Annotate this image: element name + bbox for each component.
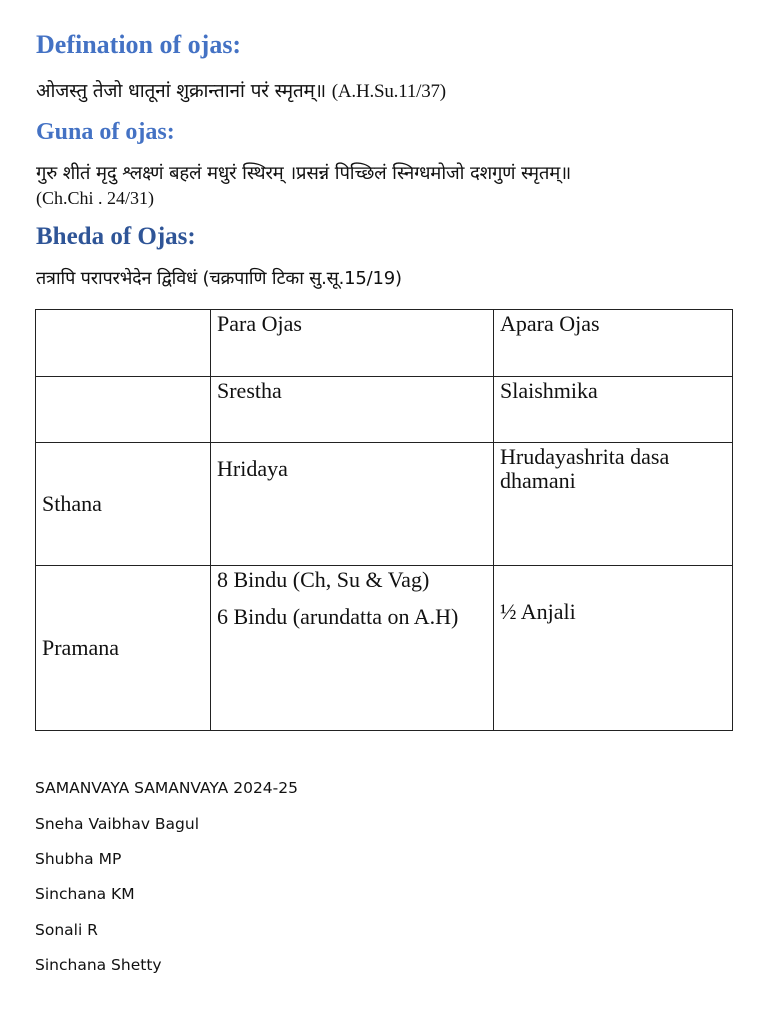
member-name: Sneha Vaibhav Bagul <box>35 815 200 833</box>
para-cell: Hridaya <box>211 443 494 566</box>
apara-cell: Slaishmika <box>494 377 733 443</box>
bheda-verse: तत्रापि परापरभेदेन द्विविधं (चक्रपाणि टिका सु.सू.15/19) <box>36 268 402 289</box>
member-name: Sonali R <box>35 921 98 939</box>
ojas-comparison-table <box>35 309 733 731</box>
para-pramana-line: 6 Bindu (arundatta on A.H) <box>217 604 459 629</box>
table-header-para: Para Ojas <box>211 310 494 377</box>
apara-cell: Hrudayashrita dasa dhamani <box>494 443 733 566</box>
member-name: Shubha MP <box>35 850 122 868</box>
apara-cell: ½ Anjali <box>494 566 733 731</box>
para-pramana-line: 8 Bindu (Ch, Su & Vag) <box>217 567 430 592</box>
guna-heading: Guna of ojas: <box>36 119 175 145</box>
row-label <box>36 377 211 443</box>
definition-shloka: ओजस्तु तेजो धातूनां शुक्रान्तानां परं स्मृतम्॥ <box>36 80 326 102</box>
row-label: Sthana <box>36 443 211 566</box>
para-cell: Srestha <box>211 377 494 443</box>
guna-verse: गुरु शीतं मृदु श्लक्ष्णं बहलं मधुरं स्थिरम् ।प्रसन्नं पिच्छिलं स्निग्धमोजो दशगुणं स्मृतम्॥ <box>36 163 571 184</box>
guna-reference: (Ch.Chi . 24/31) <box>36 188 155 208</box>
definition-heading: Defination of ojas: <box>36 30 242 59</box>
table-row <box>36 443 733 566</box>
member-name: Sinchana KM <box>35 885 135 903</box>
table-row <box>36 566 733 731</box>
member-name: Sinchana Shetty <box>35 956 162 974</box>
table-header-row <box>36 310 733 377</box>
definition-verse <box>36 80 446 103</box>
row-label: Pramana <box>36 566 211 731</box>
definition-reference: (A.H.Su.11/37) <box>331 81 446 102</box>
table-header-cell <box>36 310 211 377</box>
table-row <box>36 377 733 443</box>
bheda-heading: Bheda of Ojas: <box>36 223 196 250</box>
para-cell <box>211 566 494 731</box>
table-header-apara: Apara Ojas <box>494 310 733 377</box>
group-name: SAMANVAYA SAMANVAYA 2024-25 <box>35 779 298 797</box>
